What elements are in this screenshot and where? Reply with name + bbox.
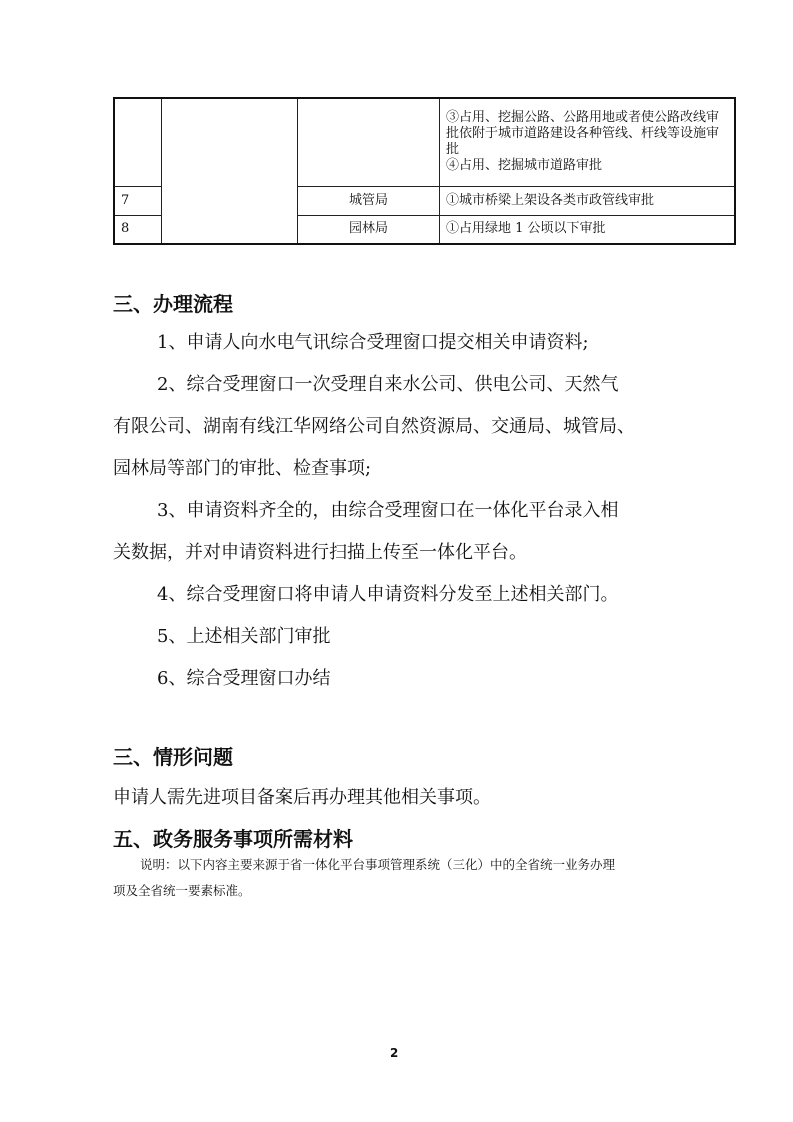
item-text: ④占用、挖掘城市道路审批 (446, 158, 603, 174)
item-text: ①占用绿地 1 公顷以下审批 (440, 215, 736, 244)
section-heading: 五、政务服务事项所需材料 (113, 827, 353, 851)
step-line: 2、综合受理窗口一次受理自来水公司、供电公司、天然气 (157, 374, 619, 395)
step-line: 1、申请人向水电气讯综合受理窗口提交相关申请资料; (157, 332, 589, 353)
step-line: 有限公司、湖南有线江华网络公司自然资源局、交通局、城管局、 (113, 416, 635, 437)
step-line: 3、申请资料齐全的，由综合受理窗口在一体化平台录入相 (157, 500, 619, 521)
item-text: ③占用、挖掘公路、公路用地或者使公路改线审批依附于城市道路建设各种管线、杆线等设施审批 (446, 110, 720, 158)
step-line: 关数据，并对申请资料进行扫描上传至一体化平台。 (113, 542, 527, 563)
approval-table (113, 97, 736, 245)
body-text: 申请人需先进项目备案后再办理其他相关事项。 (113, 787, 491, 808)
table-row (114, 98, 735, 186)
dept-cell: 城管局 (298, 186, 440, 215)
category-cell (162, 98, 298, 244)
section-heading: 三、办理流程 (113, 292, 233, 316)
section-heading: 三、情形问题 (113, 745, 233, 769)
dept-cell (298, 98, 440, 186)
step-line: 5、上述相关部门审批 (157, 626, 331, 647)
step-line: 园林局等部门的审批、检查事项; (113, 458, 372, 479)
dept-cell: 园林局 (298, 215, 440, 244)
row-number: 8 (114, 215, 162, 244)
row-number (114, 98, 162, 186)
step-line: 6、综合受理窗口办结 (157, 668, 331, 689)
items-cell (440, 98, 736, 186)
step-line: 4、综合受理窗口将申请人申请资料分发至上述相关部门。 (157, 584, 619, 605)
note-text: 说明：以下内容主要来源于省一体化平台事项管理系统（三化）中的全省统一业务办理 (140, 857, 616, 872)
item-text: ①城市桥梁上架设各类市政管线审批 (440, 186, 736, 215)
note-text: 项及全省统一要素标准。 (113, 883, 251, 898)
row-number: 7 (114, 186, 162, 215)
page-number: 2 (390, 1046, 399, 1060)
